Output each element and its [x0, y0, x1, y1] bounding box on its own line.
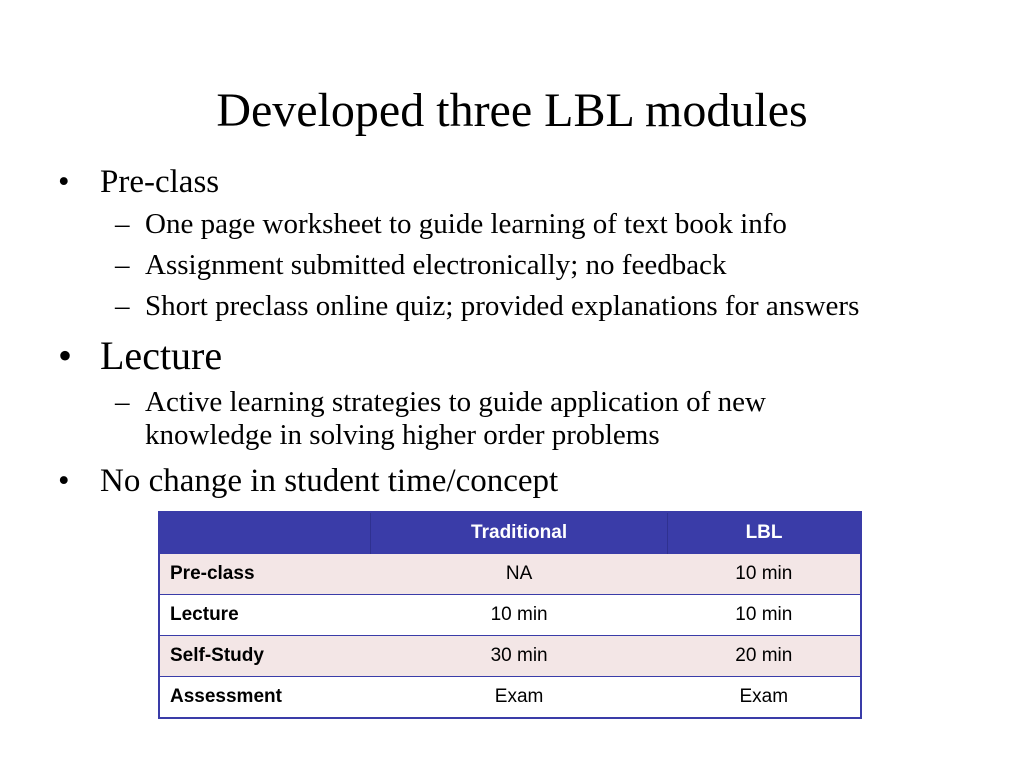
sub-bullet-text-line1: Active learning strategies to guide application of new	[145, 386, 766, 418]
sub-bullet-marker: –	[115, 249, 130, 281]
bullet-lecture-label: Lecture	[100, 333, 223, 378]
sub-bullet-marker: –	[115, 386, 130, 418]
table-header-row	[159, 512, 861, 554]
sub-bullet-text-line2: knowledge in solving higher order problems	[145, 419, 660, 451]
cell-lbl: 10 min	[668, 554, 861, 595]
bullet-marker: •	[58, 164, 70, 200]
cell-lbl: 10 min	[668, 595, 861, 636]
bullet-pre-class-label: Pre-class	[100, 164, 220, 200]
cell-lbl: Exam	[668, 677, 861, 719]
sub-bullet-text: One page worksheet to guide learning of text book info	[145, 208, 787, 240]
cell-traditional: Exam	[371, 677, 668, 719]
sub-bullet-text: Assignment submitted electronically; no feedback	[145, 249, 727, 281]
bullet-marker: •	[58, 333, 73, 378]
sub-bullet-marker: –	[115, 208, 130, 240]
slide-title: Developed three LBL modules	[216, 84, 808, 137]
row-label: Assessment	[159, 677, 371, 719]
bullet-no-change-label: No change in student time/concept	[100, 463, 559, 499]
cell-traditional: 30 min	[371, 636, 668, 677]
row-label: Lecture	[159, 595, 371, 636]
table-header-traditional: Traditional	[371, 512, 668, 554]
row-label: Pre-class	[159, 554, 371, 595]
table-row	[159, 554, 861, 595]
sub-bullet-marker: –	[115, 290, 130, 322]
cell-traditional: 10 min	[371, 595, 668, 636]
time-comparison-table	[158, 511, 862, 719]
row-label: Self-Study	[159, 636, 371, 677]
cell-traditional: NA	[371, 554, 668, 595]
table-header-lbl: LBL	[668, 512, 861, 554]
sub-bullet-text: Short preclass online quiz; provided explanations for answers	[145, 290, 860, 322]
table-header-empty	[159, 512, 371, 554]
table-row	[159, 636, 861, 677]
table-row	[159, 595, 861, 636]
table-row	[159, 677, 861, 719]
cell-lbl: 20 min	[668, 636, 861, 677]
bullet-marker: •	[58, 463, 70, 499]
